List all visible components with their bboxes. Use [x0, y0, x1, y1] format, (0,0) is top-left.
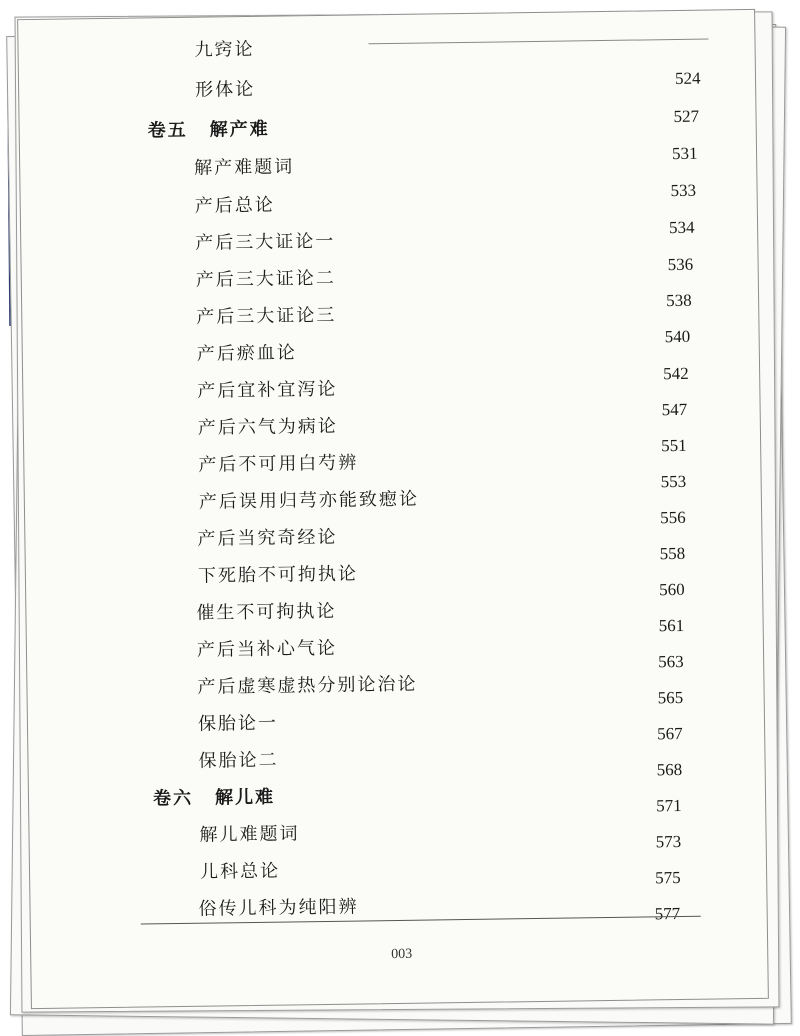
toc-entry: 产后三大证论二 — [195, 267, 336, 291]
page-number: 527 — [673, 106, 700, 127]
page-number: 536 — [667, 254, 694, 275]
toc-entry: 形体论 — [194, 78, 256, 101]
toc-entry: 产后不可用白芍辨 — [198, 452, 359, 476]
page-number: 533 — [670, 180, 697, 201]
page-number: 573 — [655, 832, 682, 852]
page-number: 568 — [656, 759, 683, 780]
toc-volume-entry: 卷五 解产难 — [147, 118, 270, 142]
page-number: 561 — [658, 615, 685, 636]
page-number: 531 — [671, 143, 698, 164]
folio-number: 003 — [391, 946, 413, 963]
toc-entry: 产后当补心气论 — [196, 637, 338, 661]
volume-label: 卷六 — [152, 787, 194, 810]
toc-entry: 产后瘀血论 — [196, 342, 297, 365]
toc-page — [17, 9, 769, 1009]
page-number: 534 — [668, 217, 695, 238]
page-number: 547 — [661, 399, 688, 420]
toc-volume-entry: 卷六 解儿难 — [152, 786, 276, 810]
page-number: 577 — [654, 904, 681, 924]
toc-entry: 俗传儿科为纯阳辨 — [198, 896, 359, 920]
page-number: 540 — [664, 326, 691, 347]
toc-entry: 下死胎不可拘执论 — [197, 563, 359, 587]
page-number: 524 — [674, 68, 701, 89]
toc-entry: 保胎论二 — [198, 749, 279, 772]
page-number: 542 — [663, 363, 689, 384]
toc-entry: 九窍论 — [194, 38, 255, 61]
page-number: 538 — [665, 290, 692, 311]
toc-entry: 产后当究奇经论 — [197, 526, 338, 550]
volume-label: 卷五 — [147, 119, 188, 142]
page-number: 560 — [659, 579, 685, 600]
toc-entry: 产后六气为病论 — [197, 415, 338, 439]
page-number: 553 — [660, 471, 687, 492]
toc-entry: 产后宜补宜泻论 — [197, 378, 338, 402]
toc-entry: 产后三大证论三 — [196, 304, 337, 328]
page-number: 575 — [655, 868, 681, 888]
toc-entry: 保胎论一 — [197, 712, 279, 735]
toc-entry: 产后误用归芎亦能致瘛论 — [198, 488, 420, 513]
page-number: 556 — [660, 507, 686, 528]
toc-entry: 儿科总论 — [199, 860, 281, 883]
page-number: 558 — [659, 543, 686, 564]
toc-entry: 产后三大证论一 — [195, 230, 336, 254]
toc-entry: 解儿难题词 — [199, 823, 300, 846]
toc-entry: 产后虚寒虚热分别论治论 — [197, 673, 418, 698]
page-number: 563 — [658, 651, 684, 672]
page-number: 551 — [661, 435, 687, 456]
toc-entry: 解产难题词 — [194, 156, 295, 179]
toc-entry: 催生不可拘执论 — [196, 600, 337, 624]
page-number: 571 — [656, 795, 682, 816]
page-number: 567 — [657, 723, 683, 744]
top-rule — [368, 39, 708, 45]
page-number: 565 — [657, 687, 684, 708]
toc-entry: 产后总论 — [194, 194, 275, 217]
